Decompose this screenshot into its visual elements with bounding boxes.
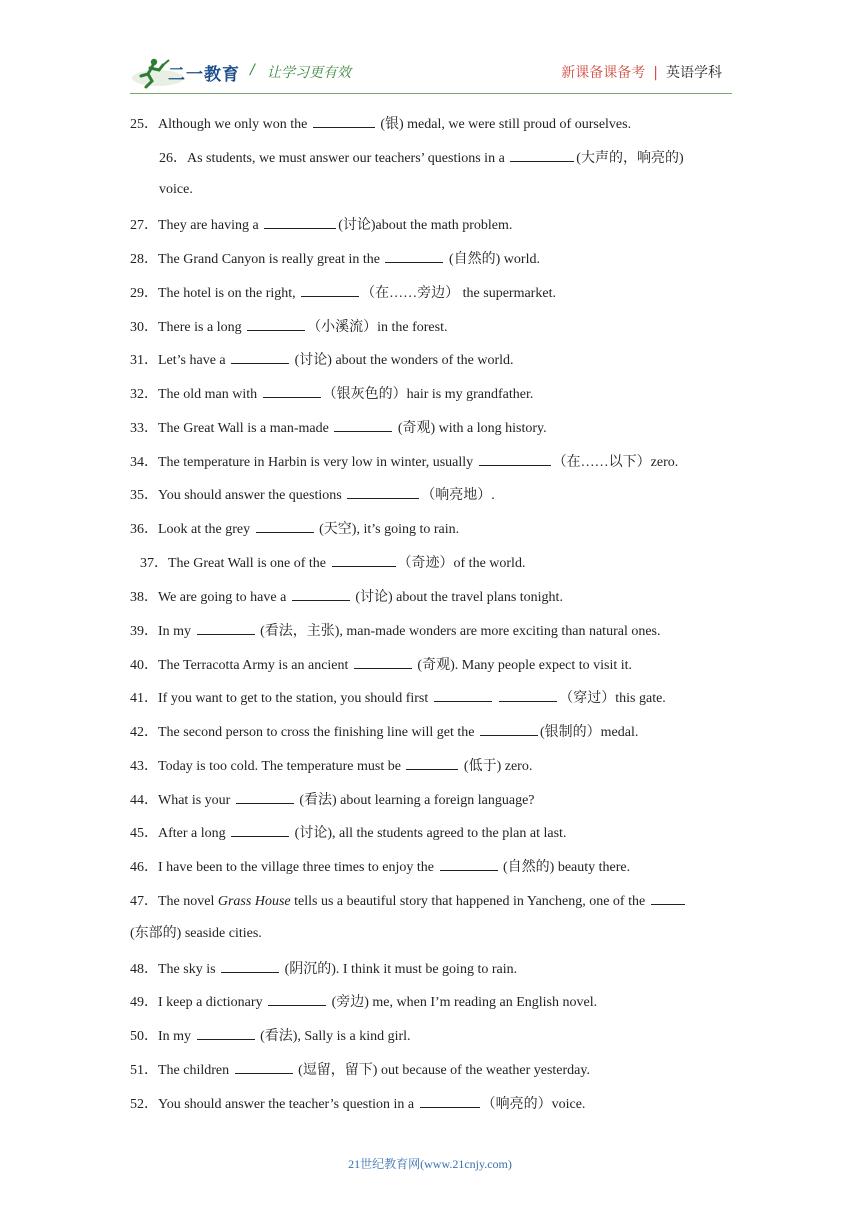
page-header — [130, 52, 732, 94]
course-label: 新课备课备考 — [561, 65, 646, 81]
answer-blank[interactable] — [197, 621, 255, 635]
answer-blank[interactable] — [236, 790, 294, 804]
answer-blank[interactable] — [499, 688, 557, 702]
question-continuation: (东部的) seaside cities. — [130, 926, 262, 941]
slogan: 让学习更有效 — [267, 65, 351, 81]
question-line: 38．We are going to have a (讨论) about the travel plans tonight. — [130, 587, 563, 607]
answer-blank[interactable] — [354, 655, 412, 669]
header-right — [561, 62, 722, 82]
slogan-separator: / — [250, 62, 255, 78]
answer-blank[interactable] — [256, 519, 314, 533]
answer-blank[interactable] — [420, 1094, 480, 1108]
answer-blank[interactable] — [332, 553, 396, 567]
answer-blank[interactable] — [406, 756, 458, 770]
novel-title: Grass House — [217, 894, 291, 909]
question-line: 52．You should answer the teacher’s question in a （响亮的）voice. — [130, 1094, 585, 1114]
question-line: 28．The Grand Canyon is really great in the (自然的) world. — [130, 249, 540, 269]
question-line: 31．Let’s have a (讨论) about the wonders of the world. — [130, 350, 514, 370]
question-line: 41．If you want to get to the station, you should first （穿过）this gate. — [130, 688, 666, 708]
answer-blank[interactable] — [385, 249, 443, 263]
question-line: 25．Although we only won the (银) medal, we were still proud of ourselves. — [130, 114, 631, 134]
header-rule — [130, 93, 732, 94]
question-line: 45．After a long (讨论), all the students agreed to the plan at last. — [130, 823, 566, 843]
question-line: 46．I have been to the village three times to enjoy the (自然的) beauty there. — [130, 857, 630, 877]
question-line: 27．They are having a (讨论)about the math problem. — [130, 215, 512, 235]
answer-blank[interactable] — [268, 992, 326, 1006]
question-line: 29．The hotel is on the right, （在……旁边） the supermarket. — [130, 283, 556, 303]
answer-blank[interactable] — [231, 350, 289, 364]
question-continuation: voice. — [159, 182, 193, 197]
answer-blank[interactable] — [440, 857, 498, 871]
question-line: 30．There is a long （小溪流）in the forest. — [130, 317, 447, 337]
question-line: 50．In my (看法), Sally is a kind girl. — [130, 1026, 411, 1046]
answer-blank[interactable] — [247, 317, 305, 331]
question-line: 35．You should answer the questions （响亮地）. — [130, 485, 495, 505]
answer-blank[interactable] — [651, 891, 685, 905]
page-footer: 21世纪教育网(www.21cnjy.com) — [348, 1157, 512, 1171]
question-line: 37．The Great Wall is one of the （奇迹）of the world. — [140, 553, 525, 573]
question-line: 42．The second person to cross the finishing line will get the (银制的）medal. — [130, 722, 638, 742]
answer-blank[interactable] — [334, 418, 392, 432]
subject-label: 英语学科 — [666, 65, 722, 81]
answer-blank[interactable] — [301, 283, 359, 297]
question-line: 26．As students, we must answer our teachers’ questions in a (大声的，响亮的) — [159, 148, 684, 168]
question-line: 34．The temperature in Harbin is very low in winter, usually （在……以下）zero. — [130, 452, 678, 472]
question-line: 43．Today is too cold. The temperature must be (低于) zero. — [130, 756, 532, 776]
question-line: 49．I keep a dictionary (旁边) me, when I’m reading an English novel. — [130, 992, 597, 1012]
logo-text: 二一教育 — [168, 65, 240, 85]
question-line: 36．Look at the grey (天空), it’s going to rain. — [130, 519, 459, 539]
question-line: 39．In my (看法，主张), man-made wonders are more exciting than natural ones. — [130, 621, 661, 641]
question-line: 40．The Terracotta Army is an ancient (奇观). Many people expect to visit it. — [130, 655, 632, 675]
answer-blank[interactable] — [235, 1060, 293, 1074]
question-line: 44．What is your (看法) about learning a foreign language? — [130, 790, 535, 810]
question-line: 51．The children (逗留，留下) out because of the weather yesterday. — [130, 1060, 590, 1080]
answer-blank[interactable] — [231, 823, 289, 837]
question-line: 47．The novel Grass House tells us a beautiful story that happened in Yancheng, one of the — [130, 891, 687, 911]
answer-blank[interactable] — [264, 215, 336, 229]
answer-blank[interactable] — [434, 688, 492, 702]
answer-blank[interactable] — [479, 452, 551, 466]
header-divider: | — [653, 65, 658, 81]
answer-blank[interactable] — [292, 587, 350, 601]
answer-blank[interactable] — [263, 384, 321, 398]
question-line: 48．The sky is (阴沉的). I think it must be going to rain. — [130, 959, 517, 979]
answer-blank[interactable] — [197, 1026, 255, 1040]
question-line: 33．The Great Wall is a man-made (奇观) with a long history. — [130, 418, 547, 438]
question-line: 32．The old man with （银灰色的）hair is my grandfather. — [130, 384, 533, 404]
answer-blank[interactable] — [221, 959, 279, 973]
answer-blank[interactable] — [313, 114, 375, 128]
answer-blank[interactable] — [480, 722, 538, 736]
answer-blank[interactable] — [347, 485, 419, 499]
answer-blank[interactable] — [510, 148, 574, 162]
